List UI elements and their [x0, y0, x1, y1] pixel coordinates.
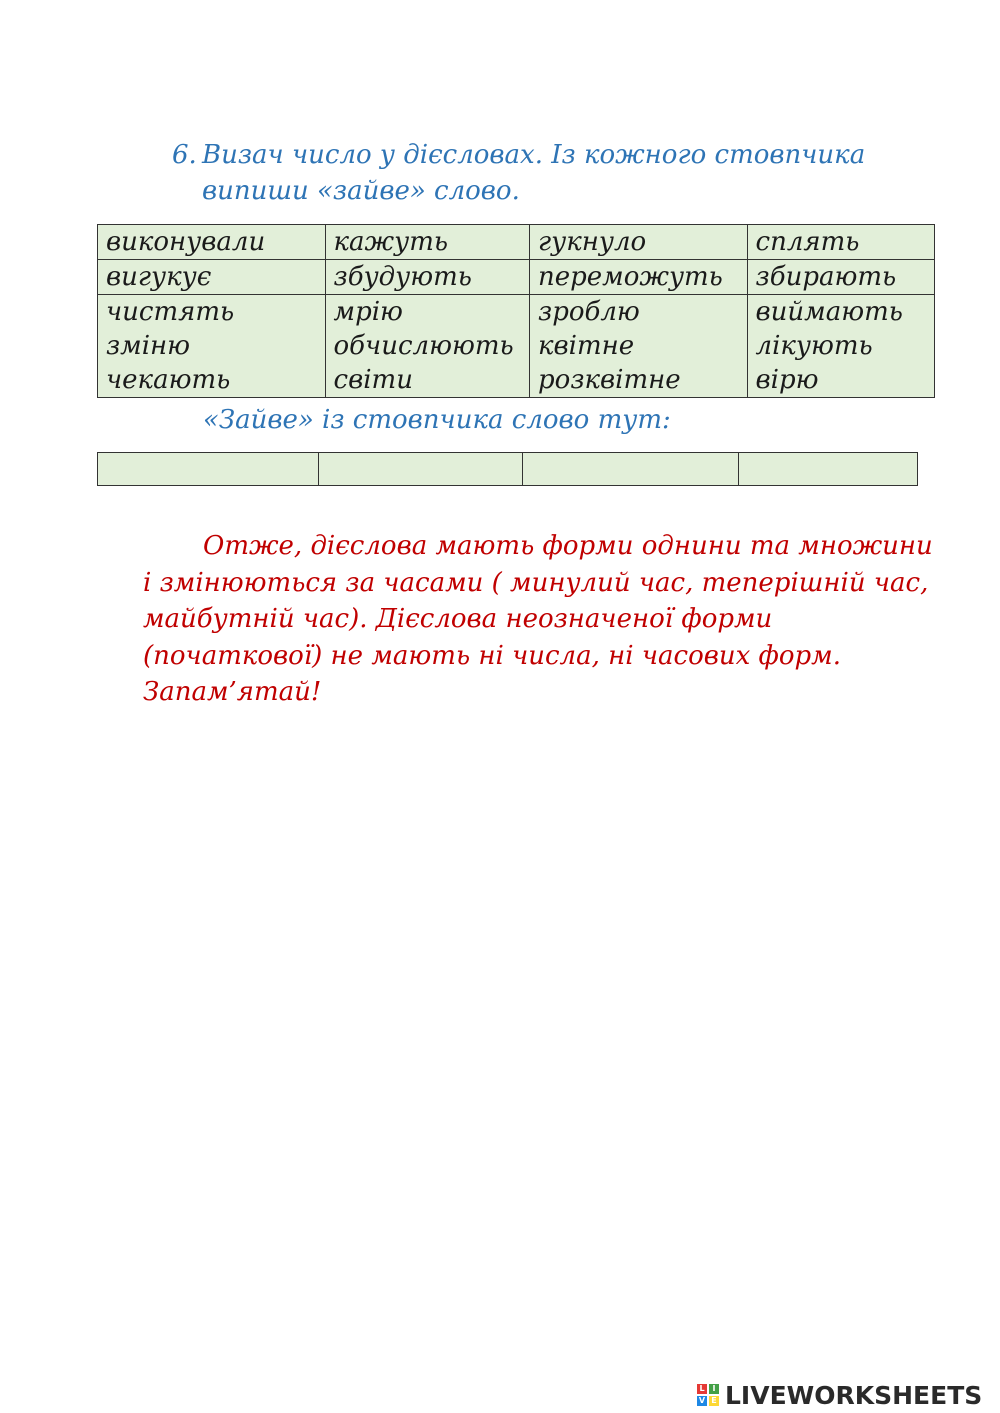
answer-input-3[interactable] — [523, 453, 738, 485]
table-cell — [98, 295, 326, 398]
answer-cell — [319, 453, 523, 486]
answer-table — [97, 452, 918, 486]
task-text-line-2: випиши «зайве» слово. — [202, 176, 520, 206]
answer-cell — [523, 453, 739, 486]
word: чекають — [106, 365, 231, 395]
table-row — [98, 295, 935, 398]
word: квітне — [538, 331, 635, 361]
table-cell: збирають — [747, 260, 934, 295]
verb-table — [97, 224, 935, 398]
task-text-line-1: Визач число у дієсловах. Із кожного стовпчика — [202, 140, 866, 170]
logo-letter: E — [709, 1396, 719, 1406]
logo-letter: I — [709, 1384, 719, 1394]
word: розквітне — [538, 365, 681, 395]
answer-input-4[interactable] — [739, 453, 917, 485]
task-instruction — [172, 137, 932, 209]
table-row — [98, 260, 935, 295]
logo-letter: L — [697, 1384, 707, 1394]
logo-icon — [697, 1384, 719, 1406]
answer-input-1[interactable] — [98, 453, 318, 485]
table-cell: гукнуло — [530, 225, 748, 260]
table-cell: виконували — [98, 225, 326, 260]
table-cell — [530, 295, 748, 398]
brand-text: LIVEWORKSHEETS — [725, 1380, 983, 1410]
task-number: 6. — [172, 140, 197, 170]
table-cell — [325, 295, 529, 398]
word: чистять — [106, 297, 235, 327]
word: мрію — [333, 297, 403, 327]
word: виймають — [755, 297, 903, 327]
table-cell: збудують — [325, 260, 529, 295]
rule-paragraph: Отже, дієслова мають форми однини та множини і змінюються за часами ( минулий час, теперішній час, майбутній час). Дієслова неозначеної форми (початкової) не мають ні числа, ні часових форм. Запам’ятай! — [143, 531, 933, 707]
word: зміню — [106, 331, 191, 361]
liveworksheets-logo — [697, 1378, 982, 1412]
table-cell: переможуть — [530, 260, 748, 295]
word: лікують — [755, 331, 873, 361]
word: світи — [333, 365, 413, 395]
word: зроблю — [538, 297, 640, 327]
logo-letter: V — [698, 1396, 706, 1405]
task-line-1 — [172, 137, 932, 173]
table-row — [98, 225, 935, 260]
word: вірю — [755, 365, 819, 395]
table-cell: вигукує — [98, 260, 326, 295]
table-cell: кажуть — [325, 225, 529, 260]
answer-input-2[interactable] — [319, 453, 522, 485]
answer-cell — [98, 453, 319, 486]
table-row — [98, 453, 918, 486]
answer-label: «Зайве» із стовпчика слово тут: — [203, 405, 671, 435]
table-cell: сплять — [747, 225, 934, 260]
answer-cell — [739, 453, 918, 486]
word: обчислюють — [333, 331, 514, 361]
table-cell — [747, 295, 934, 398]
